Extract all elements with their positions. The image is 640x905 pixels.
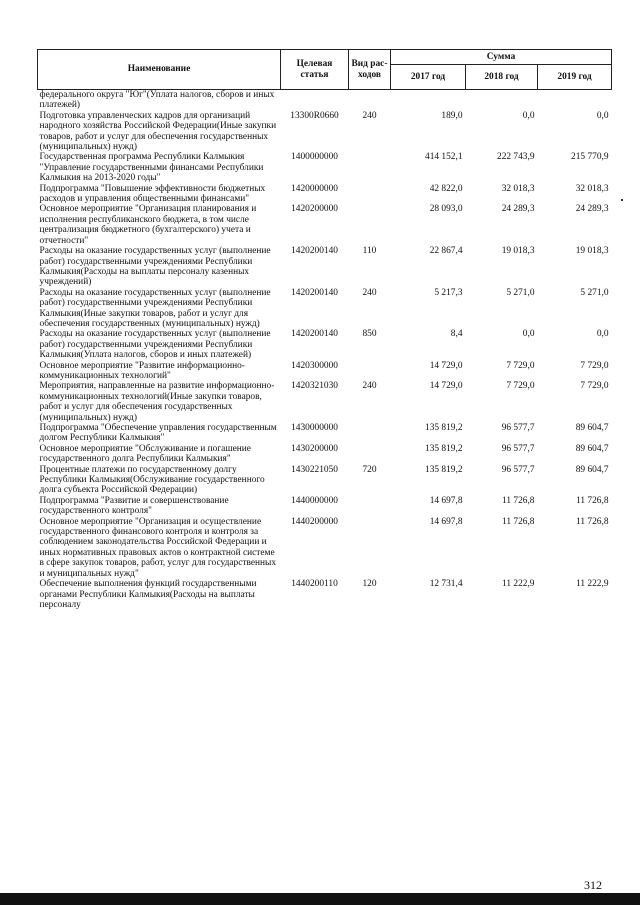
row-type: 720 — [362, 464, 377, 475]
row-name: Основное мероприятие "Организация планирования и исполнения республиканского бюджета, в том числе централизация бюджетного (бухгалтерского) учета и отчетности" — [39, 204, 257, 246]
row-2017: 28 093,0 — [429, 204, 463, 215]
row-type: 240 — [362, 110, 377, 121]
row-2018: 96 577,7 — [501, 464, 535, 475]
row-2019: 89 604,7 — [575, 423, 609, 433]
row-2019: 24 289,3 — [575, 204, 609, 215]
row-code: 1420321030 — [291, 381, 338, 392]
table-row — [38, 90, 612, 111]
scan-mark — [621, 199, 623, 201]
row-type: 120 — [362, 579, 377, 590]
table-row — [38, 381, 612, 423]
row-code: 1400000000 — [291, 152, 338, 163]
row-2017 — [391, 90, 466, 111]
header-name: Наименование — [38, 50, 281, 90]
row-type — [349, 517, 391, 579]
table-row — [38, 246, 612, 288]
row-2018: 11 726,8 — [502, 516, 535, 527]
row-2019: 7 729,0 — [580, 360, 609, 371]
row-code: 1430000000 — [291, 423, 338, 433]
row-2017: 414 152,1 — [425, 152, 463, 163]
table-row — [38, 465, 612, 496]
table-row — [38, 423, 612, 444]
row-2017: 135 819,2 — [425, 443, 463, 454]
row-2019: 11 726,8 — [576, 495, 609, 506]
row-2018: 0,0 — [522, 329, 535, 340]
table-row — [38, 329, 612, 360]
row-2019: 215 770,9 — [571, 152, 609, 163]
row-2018: 24 289,3 — [501, 204, 535, 215]
table-row — [38, 152, 612, 183]
header-year-2018: 2018 год — [466, 65, 538, 90]
row-2019: 0,0 — [596, 110, 609, 121]
row-2017: 135 819,2 — [425, 423, 463, 433]
header-sum: Сумма — [391, 50, 612, 65]
scan-edge — [0, 893, 640, 905]
row-code: 1420000000 — [291, 183, 338, 194]
table-row — [38, 111, 612, 153]
row-code: 1420200140 — [291, 329, 338, 340]
row-2018: 32 018,3 — [501, 183, 535, 194]
row-code: 13300R0660 — [290, 110, 339, 121]
row-name: Расходы на оказание государственных услуг (выполнение работ) государственными учреждениями Республики Калмыкия(Иные закупки товаров, работ и услуг для обеспечения государственных (муниципальных) нужд) — [39, 287, 271, 329]
table-header — [38, 50, 612, 90]
header-year-2019: 2019 год — [538, 65, 612, 90]
row-name: федерального округа "Юг"(Уплата налогов, сборов и иных платежей) — [39, 90, 275, 111]
row-2019 — [538, 90, 612, 111]
row-type — [349, 361, 391, 382]
row-2017: 135 819,2 — [425, 464, 463, 475]
row-2017: 14 729,0 — [429, 381, 463, 392]
row-type — [349, 423, 391, 444]
row-2018: 96 577,7 — [501, 443, 535, 454]
row-name: Подпрограмма "Обеспечение управления государственным долгом Республики Калмыкия" — [39, 423, 277, 444]
table-row — [38, 444, 612, 465]
row-2018: 5 271,0 — [506, 287, 535, 298]
row-2017: 14 697,8 — [429, 495, 463, 506]
row-2019: 89 604,7 — [575, 443, 609, 454]
row-name: Государственная программа Республики Калмыкия "Управление государственными финансами Республики Калмыкия на 2013-2020 годы" — [39, 152, 264, 184]
row-type — [349, 204, 391, 246]
header-year-2017: 2017 год — [391, 65, 466, 90]
row-2017: 14 697,8 — [429, 516, 463, 527]
row-2018: 7 729,0 — [506, 360, 535, 371]
row-2017: 8,4 — [450, 329, 463, 340]
row-name: Расходы на оказание государственных услуг (выполнение работ) государственными учреждениями Республики Калмыкия(Расходы на выплаты персоналу казенных учреждений) — [39, 246, 271, 288]
page-number-top: 312 — [584, 878, 602, 892]
row-2018: 11 726,8 — [502, 495, 535, 506]
row-code: 1430221050 — [291, 464, 338, 475]
table-row — [38, 517, 612, 579]
row-2019: 7 729,0 — [580, 381, 609, 392]
row-type: 240 — [362, 381, 377, 392]
row-code: 1440200110 — [291, 579, 338, 590]
row-type — [349, 90, 391, 111]
row-2018: 7 729,0 — [506, 381, 535, 392]
row-code: 1420200140 — [291, 246, 338, 257]
row-code: 1420300000 — [291, 360, 338, 371]
row-type: 850 — [362, 329, 377, 340]
row-2018: 0,0 — [522, 110, 535, 121]
row-2018 — [466, 90, 538, 111]
row-2017: 14 729,0 — [429, 360, 463, 371]
row-name: Основное мероприятие "Развитие информационно-коммуникационных технологий" — [39, 360, 245, 381]
row-2017: 5 217,3 — [434, 287, 463, 298]
row-2019: 32 018,3 — [575, 183, 609, 194]
row-2019: 19 018,3 — [575, 246, 609, 257]
row-2019: 5 271,0 — [580, 287, 609, 298]
table-row — [38, 579, 612, 610]
row-type — [349, 496, 391, 517]
row-name: Основное мероприятие "Организация и осуществление государственного финансового контроля и контроля за соблюдением законодательства Российской Федерации и иных нормативных правовых актов о контрактной системе в сфере закупок товаров, работ, услуг для государственных и муниципальных нужд" — [39, 516, 277, 579]
header-type: Вид рас-ходов — [349, 50, 391, 90]
row-2017: 22 867,4 — [429, 246, 463, 257]
row-2018: 11 222,9 — [502, 579, 535, 590]
row-name: Подготовка управленческих кадров для организаций народного хозяйства Российской Федерации(Иные закупки товаров, работ и услуг для обеспечения государственных (муниципальных) нужд) — [39, 110, 277, 153]
row-code: 1420200000 — [291, 204, 338, 215]
row-2018: 19 018,3 — [501, 246, 535, 257]
row-2017: 42 822,0 — [429, 183, 463, 194]
budget-table — [37, 49, 612, 610]
table-body — [38, 90, 612, 611]
row-code: 1440200000 — [291, 516, 338, 527]
table-row — [38, 184, 612, 205]
row-code: 1420200140 — [291, 287, 338, 298]
row-type — [349, 184, 391, 205]
row-name: Подпрограмма "Развитие и совершенствование государственного контроля" — [39, 495, 229, 517]
row-name: Процентные платежи по государственному долгу Республики Калмыкия(Обслуживание государственного долга субъекта Российской Федерации) — [39, 464, 265, 496]
row-2017: 12 731,4 — [429, 579, 463, 590]
row-name: Мероприятия, направленные на развитие информационно-коммуникационных технологий(Иные закупки товаров, работ и услуг для обеспечения государственных (муниципальных) нужд) — [39, 381, 275, 423]
row-2018: 222 743,9 — [497, 152, 535, 163]
row-name: Подпрограмма "Повышение эффективности бюджетных расходов и управления общественными финансами" — [39, 183, 266, 205]
row-type — [349, 444, 391, 465]
row-2019: 11 726,8 — [576, 516, 609, 527]
table-row — [38, 496, 612, 517]
row-code — [281, 90, 349, 111]
row-name: Основное мероприятие "Обслуживание и погашение государственного долга Республики Калмыкия" — [39, 443, 251, 465]
row-type: 240 — [362, 287, 377, 298]
row-2017: 189,0 — [441, 110, 463, 121]
row-name: Расходы на оказание государственных услуг (выполнение работ) государственными учреждениями Республики Калмыкия(Уплата налогов, сборов и иных платежей) — [39, 329, 271, 361]
table-row — [38, 361, 612, 382]
row-name: Обеспечение выполнения функций государственными органами Республики Калмыкия(Расходы на выплаты персоналу — [39, 579, 257, 610]
table-row — [38, 204, 612, 246]
header-code: Целевая статья — [281, 50, 349, 90]
row-code: 1440000000 — [291, 495, 338, 506]
row-2018: 96 577,7 — [501, 423, 535, 433]
row-type: 110 — [362, 246, 377, 257]
row-2019: 11 222,9 — [576, 579, 609, 590]
table-row — [38, 288, 612, 330]
row-type — [349, 152, 391, 183]
row-code: 1430200000 — [291, 443, 338, 454]
row-2019: 89 604,7 — [575, 464, 609, 475]
row-2019: 0,0 — [596, 329, 609, 340]
